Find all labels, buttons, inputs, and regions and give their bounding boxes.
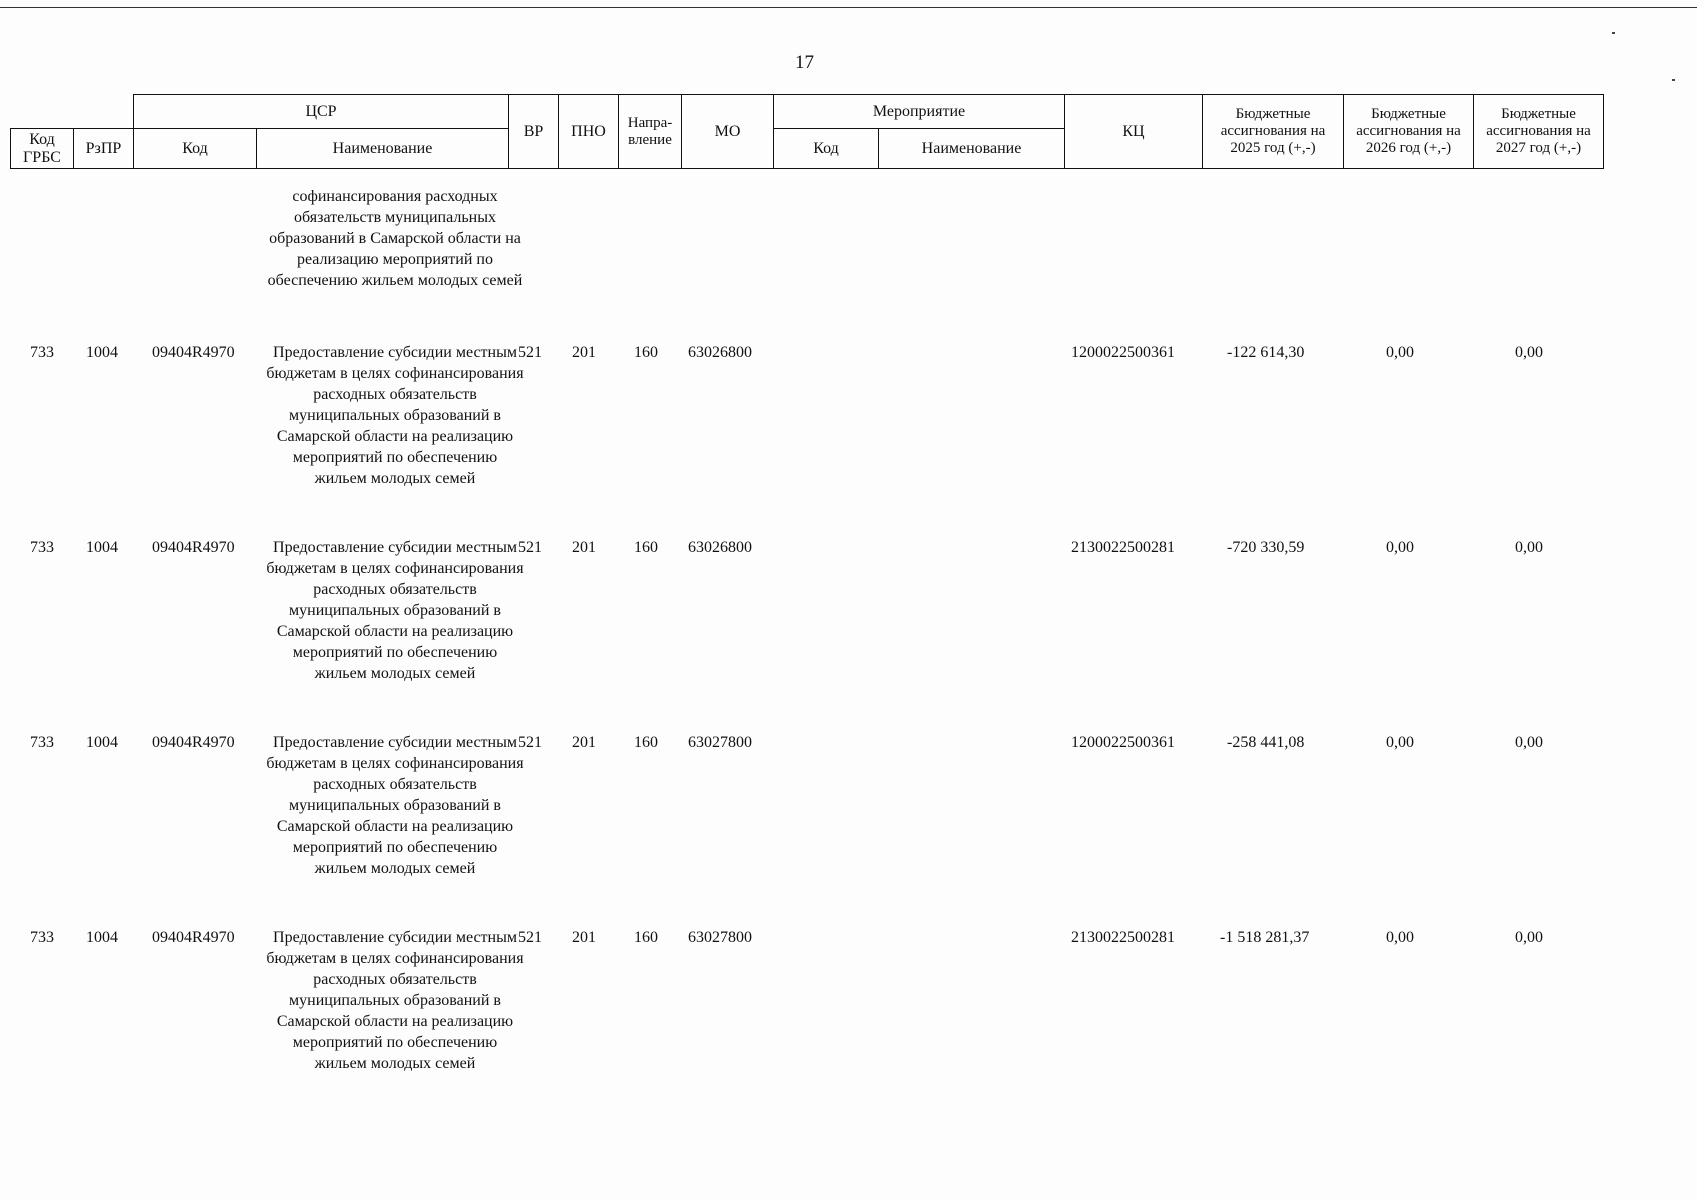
cell-budget-2025: -720 330,59 [1227, 539, 1305, 556]
cell-budget-2026: 0,00 [1386, 929, 1414, 946]
cell-vr: 521 [518, 344, 542, 361]
cell-vr: 521 [518, 734, 542, 751]
page-number: 17 [795, 52, 814, 73]
cell-pno: 201 [572, 929, 596, 946]
cell-rzpr: 1004 [86, 539, 118, 556]
cell-rzpr: 1004 [86, 929, 118, 946]
cell-mo: 63026800 [688, 539, 752, 556]
cell-pno: 201 [572, 734, 596, 751]
cell-csr: 09404R4970 [152, 929, 235, 946]
cell-kc: 2130022500281 [1071, 929, 1175, 946]
header-kc: КЦ [1065, 95, 1203, 169]
cell-mo: 63027800 [688, 929, 752, 946]
header-meropriyatie: Мероприятие [774, 95, 1065, 129]
cell-kc: 1200022500361 [1071, 734, 1175, 751]
cell-grbs: 733 [30, 539, 54, 556]
cell-vr: 521 [518, 929, 542, 946]
header-mer-kod: Код [774, 129, 879, 169]
scan-speck [1672, 79, 1675, 81]
cell-grbs: 733 [30, 734, 54, 751]
table-header [10, 94, 1604, 169]
cell-budget-2026: 0,00 [1386, 344, 1414, 361]
continuation-name: софинансирования расходных обязательств муниципальных образований в Самарской области на реализацию мероприятий по обеспечению жильем молодых семей [267, 188, 523, 289]
cell-pno: 201 [572, 539, 596, 556]
cell-rzpr: 1004 [86, 734, 118, 751]
cell-kc: 2130022500281 [1071, 539, 1175, 556]
cell-name: Предоставление субсидии местным бюджетам в целях софинансирования расходных обязательств муниципальных образований в Самарской области на реализацию мероприятий по обеспечению жильем молодых семей [266, 344, 524, 487]
cell-csr: 09404R4970 [152, 344, 235, 361]
cell-csr: 09404R4970 [152, 734, 235, 751]
cell-rzpr: 1004 [86, 344, 118, 361]
cell-budget-2026: 0,00 [1386, 539, 1414, 556]
cell-csr: 09404R4970 [152, 539, 235, 556]
cell-budget-2027: 0,00 [1515, 734, 1543, 751]
header-napravlenie: Напра-вление [619, 95, 682, 169]
cell-budget-2027: 0,00 [1515, 929, 1543, 946]
cell-kc: 1200022500361 [1071, 344, 1175, 361]
scan-speck [1612, 32, 1615, 34]
header-budget-2025: Бюджетные ассигнования на 2025 год (+,-) [1203, 95, 1344, 169]
cell-name: Предоставление субсидии местным бюджетам в целях софинансирования расходных обязательств муниципальных образований в Самарской области на реализацию мероприятий по обеспечению жильем молодых семей [266, 929, 524, 1072]
cell-budget-2025: -1 518 281,37 [1220, 929, 1310, 946]
cell-grbs: 733 [30, 929, 54, 946]
cell-napr: 160 [634, 539, 658, 556]
cell-napr: 160 [634, 734, 658, 751]
cell-mo: 63027800 [688, 734, 752, 751]
cell-napr: 160 [634, 344, 658, 361]
cell-pno: 201 [572, 344, 596, 361]
top-rule [0, 7, 1697, 8]
cell-vr: 521 [518, 539, 542, 556]
cell-budget-2027: 0,00 [1515, 344, 1543, 361]
cell-mo: 63026800 [688, 344, 752, 361]
header-csr: ЦСР [134, 95, 509, 129]
header-pno: ПНО [559, 95, 619, 169]
header-mer-name: Наименование [879, 129, 1065, 169]
header-csr-name: Наименование [257, 129, 509, 169]
cell-budget-2026: 0,00 [1386, 734, 1414, 751]
cell-budget-2027: 0,00 [1515, 539, 1543, 556]
header-rzpr: РзПР [74, 129, 134, 169]
header-mo: МО [682, 95, 774, 169]
cell-napr: 160 [634, 929, 658, 946]
header-budget-2027: Бюджетные ассигнования на 2027 год (+,-) [1474, 95, 1604, 169]
cell-grbs: 733 [30, 344, 54, 361]
cell-name: Предоставление субсидии местным бюджетам в целях софинансирования расходных обязательств муниципальных образований в Самарской области на реализацию мероприятий по обеспечению жильем молодых семей [266, 539, 524, 682]
header-csr-kod: Код [134, 129, 257, 169]
header-budget-2026: Бюджетные ассигнования на 2026 год (+,-) [1344, 95, 1474, 169]
header-kod-grbs: Код ГРБС [11, 129, 74, 169]
cell-name: Предоставление субсидии местным бюджетам в целях софинансирования расходных обязательств муниципальных образований в Самарской области на реализацию мероприятий по обеспечению жильем молодых семей [266, 734, 524, 877]
cell-budget-2025: -122 614,30 [1227, 344, 1305, 361]
header-vr: ВР [509, 95, 559, 169]
cell-budget-2025: -258 441,08 [1227, 734, 1305, 751]
